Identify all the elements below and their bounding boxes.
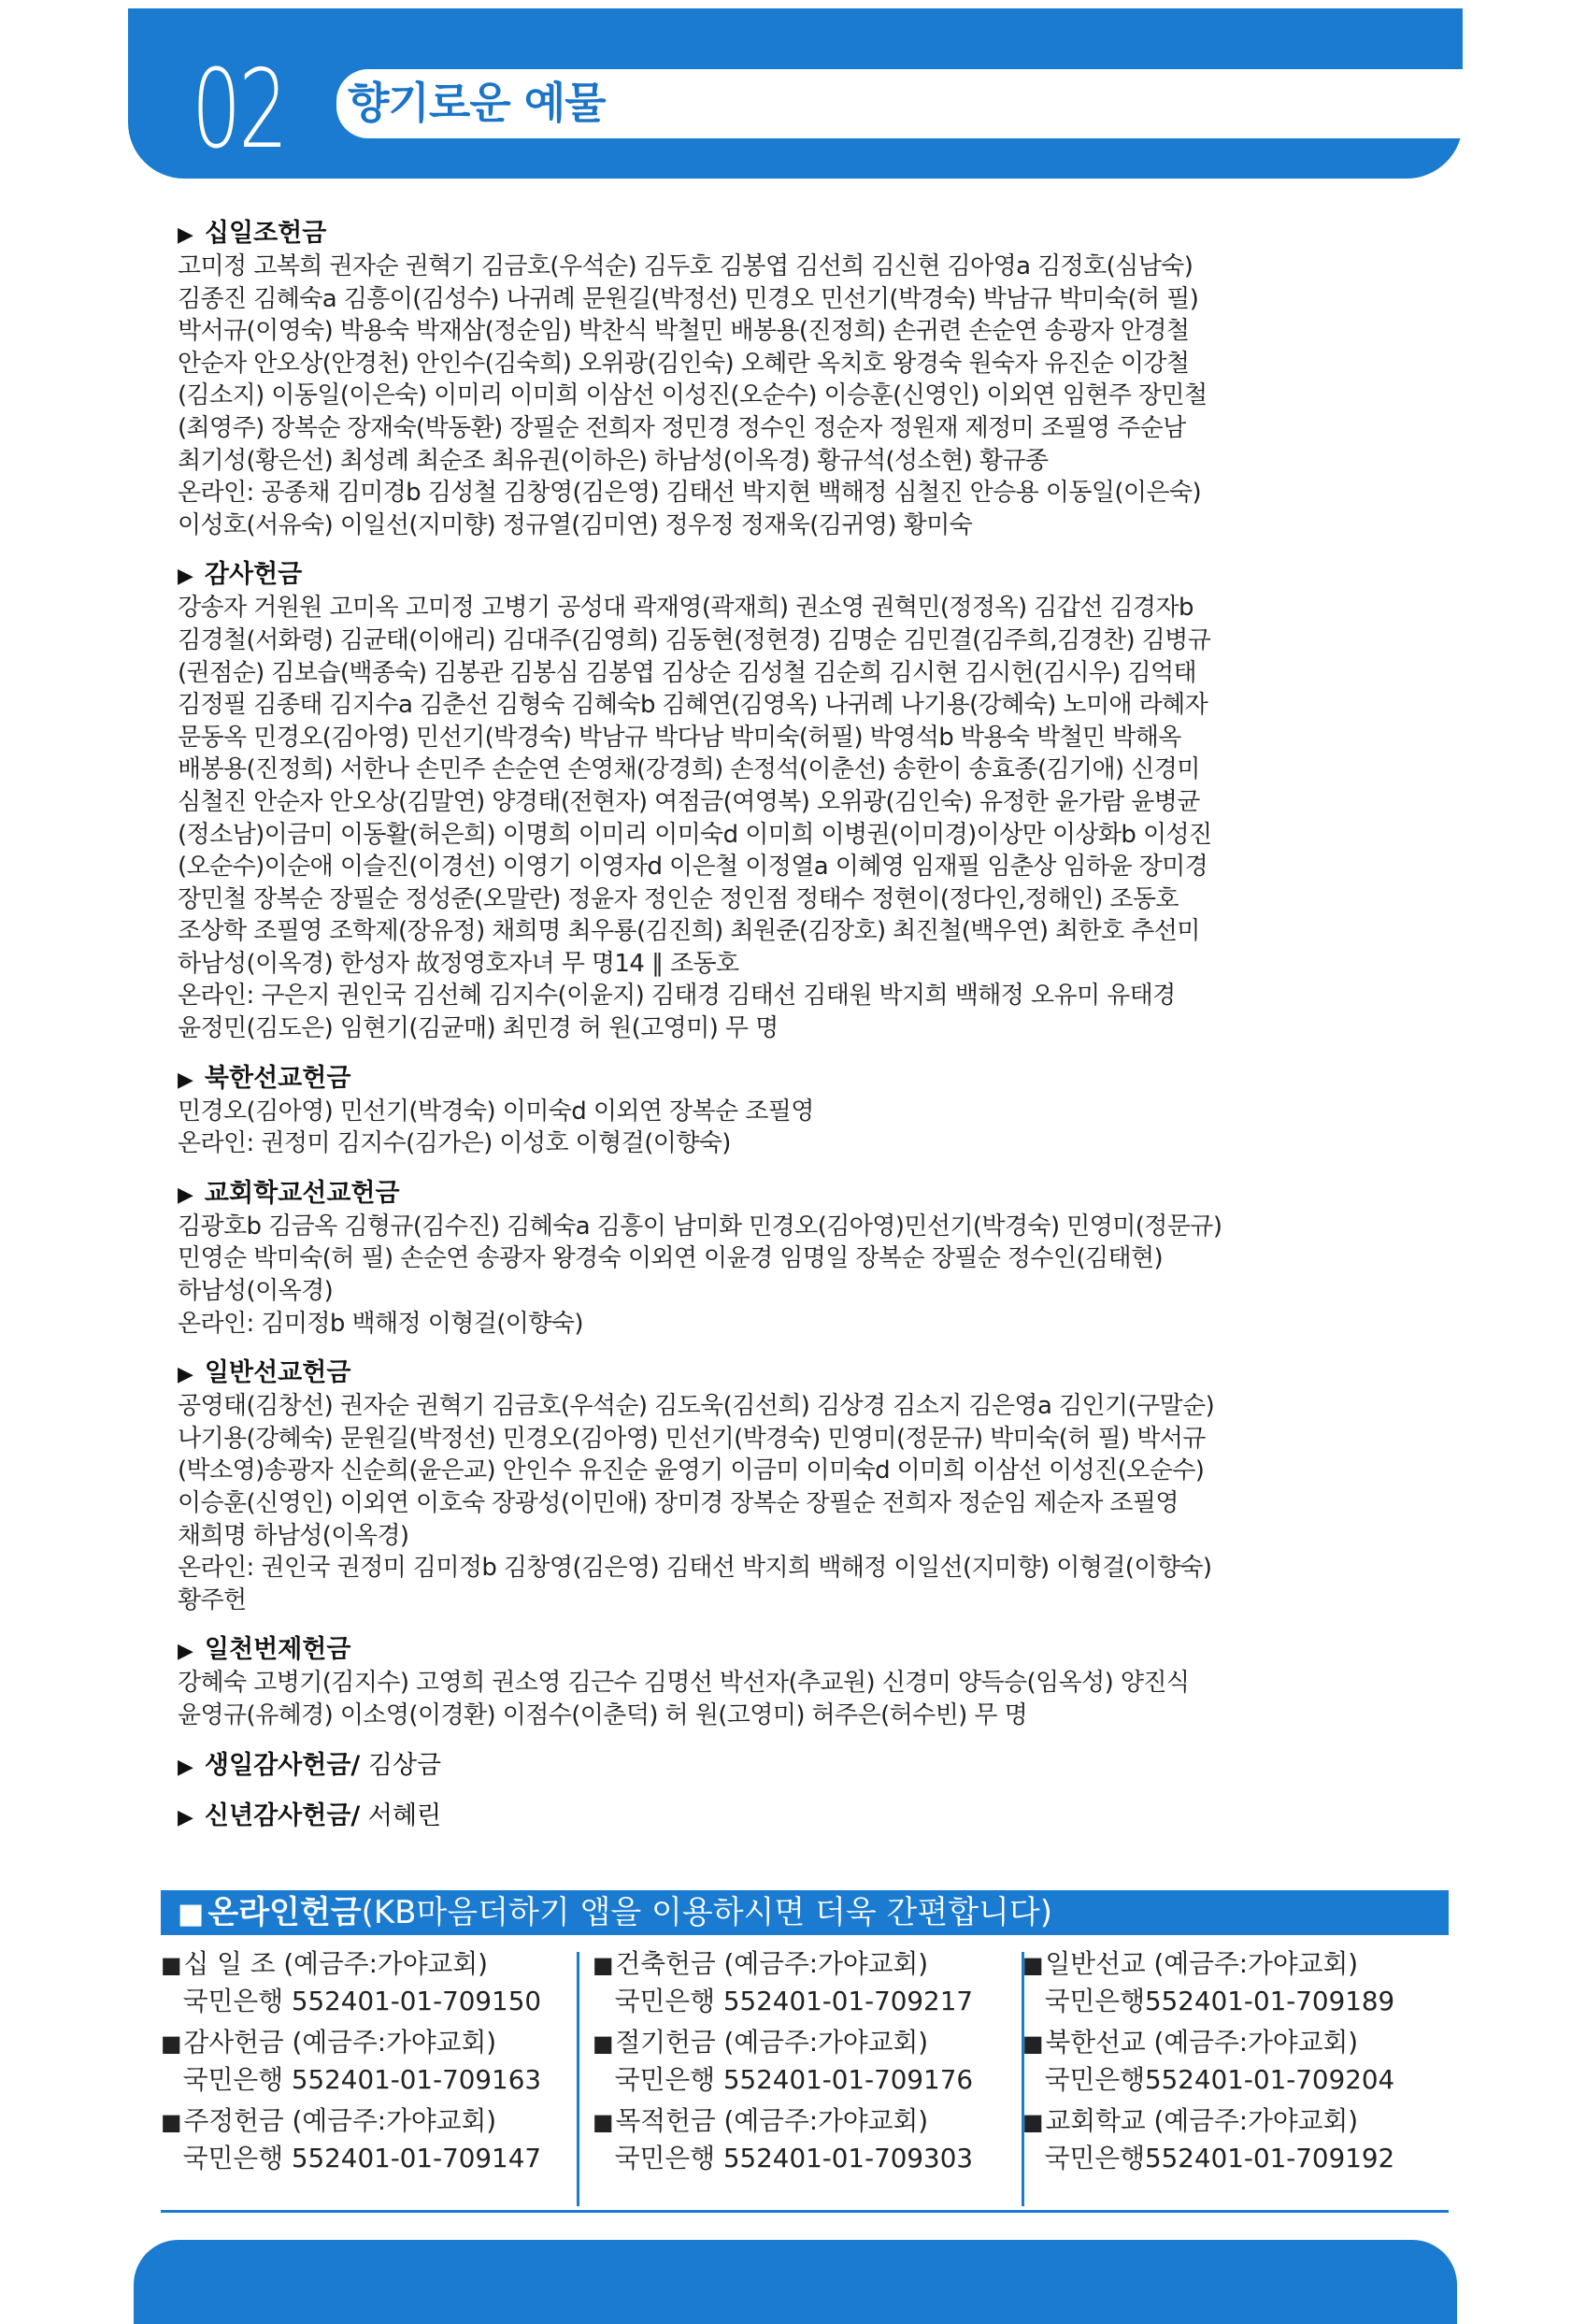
section-title: 교회학교선교헌금: [204, 1178, 400, 1208]
square-bullet-icon: ■: [1022, 2030, 1044, 2057]
account-item: [593, 2103, 1004, 2182]
page-title: 향기로운 예물: [348, 78, 606, 128]
account-column: [1022, 1946, 1434, 2182]
account-item: [1022, 2103, 1434, 2182]
square-bullet-icon: ■: [593, 1952, 614, 1978]
offering-section: [178, 217, 1336, 541]
triangle-bullet-icon: ▶: [178, 1755, 193, 1779]
account-label-text: 일반선교 (예금주:가야교회): [1045, 1948, 1359, 1979]
account-item: [593, 2025, 1004, 2103]
section-number: 02: [192, 47, 286, 173]
name-line: (최영주) 장복순 장재숙(박동환) 장필순 전희자 정민경 정수인 정순자 정원재 제정미 조필영 주순남: [178, 413, 1186, 442]
triangle-bullet-icon: ▶: [178, 1363, 193, 1387]
account-number: 국민은행552401-01-709192: [1044, 2143, 1395, 2173]
name-line: 윤정민(김도은) 임현기(김균매) 최민경 허 원(고영미) 무 명: [178, 1014, 779, 1043]
name-line: (정소남)이금미 이동활(허은희) 이명희 이미리 이미숙d 이미희 이병권(이미경)이상만 이상화b 이성진: [178, 820, 1212, 849]
name-line: 안순자 안오상(안경천) 안인수(김숙희) 오위광(김인숙) 오혜란 옥치호 왕경숙 원숙자 유진순 이강철: [178, 349, 1190, 378]
name-line: 하남성(이옥경): [178, 1277, 334, 1306]
triangle-bullet-icon: ▶: [178, 1805, 193, 1829]
name-line: 민영순 박미숙(허 필) 손순연 송광자 왕경숙 이외연 이윤경 임명일 장복순 장필순 정수인(김태현): [178, 1244, 1164, 1273]
account-number: 국민은행 552401-01-709147: [182, 2143, 542, 2173]
account-label: [161, 1946, 568, 1983]
triangle-bullet-icon: ▶: [178, 1068, 193, 1092]
section-heading: [178, 217, 1336, 251]
account-number: 국민은행 552401-01-709176: [614, 2064, 974, 2095]
account-label-text: 십 일 조 (예금주:가야교회): [183, 1948, 488, 1979]
name-line: 최기성(황은선) 최성례 최순조 최유권(이하은) 하남성(이옥경) 황규석(성소현) 황규종: [178, 446, 1049, 475]
square-bullet-icon: ■: [593, 2109, 614, 2135]
square-bullet-icon: ■: [593, 2030, 614, 2057]
offering-section: [178, 1356, 1336, 1616]
account-label-text: 절기헌금 (예금주:가야교회): [615, 2027, 929, 2058]
name-line: 이승훈(신영인) 이외연 이호숙 장광성(이민애) 장미경 장복순 장필순 전희자 정순임 제순자 조필영: [178, 1489, 1179, 1517]
section-heading: [178, 1633, 1336, 1667]
triangle-bullet-icon: ▶: [178, 1640, 193, 1664]
name-line: 온라인: 공종채 김미경b 김성철 김창영(김은영) 김태선 박지현 백해정 심철진 안승용 이동일(이은숙): [178, 479, 1202, 508]
account-label-text: 교회학교 (예금주:가야교회): [1045, 2105, 1359, 2136]
account-item: [161, 2025, 572, 2103]
name-line: 이성호(서유숙) 이일선(지미향) 정규열(김미연) 정우정 정재욱(김귀영) 황미숙: [178, 510, 973, 539]
triangle-bullet-icon: ▶: [178, 565, 193, 589]
offering-section: [178, 1177, 1336, 1340]
offering-section: [178, 1633, 1336, 1731]
name-line: 민경오(김아영) 민선기(박경숙) 이미숙d 이외연 장복순 조필영: [178, 1097, 814, 1126]
account-item: [161, 2103, 572, 2182]
account-label: [1022, 2025, 1430, 2061]
account-table: [161, 1946, 1449, 2208]
name-line: 강송자 거원원 고미옥 고미정 고병기 공성대 곽재영(곽재희) 권소영 권혁민(정정옥) 김갑선 김경자b: [178, 594, 1193, 623]
account-label: [593, 2025, 1000, 2061]
name-line: 공영태(김창선) 권자순 권혁기 김금호(우석순) 김도욱(김선희) 김상경 김소지 김은영a 김인기(구말순): [178, 1392, 1215, 1421]
account-label-text: 목적헌금 (예금주:가야교회): [615, 2105, 929, 2136]
section-title: 일천번제헌금: [204, 1635, 351, 1665]
section-title: 일반선교헌금: [204, 1358, 351, 1388]
account-item: [1022, 2025, 1434, 2103]
square-bullet-icon: ■: [161, 1952, 182, 1978]
name-line: 장민철 장복순 장필순 정성준(오말란) 정윤자 정인순 정인점 정태수 정현이(정다인,정해인) 조동호: [178, 884, 1179, 913]
square-bullet-icon: ■: [161, 2030, 182, 2057]
section-title: 북한선교헌금: [204, 1063, 351, 1093]
triangle-bullet-icon: ▶: [178, 223, 193, 247]
name-line: 조상학 조필영 조학제(장유정) 채희명 최우룡(김진희) 최원준(김장호) 최진철(백우연) 최한호 추선미: [178, 917, 1200, 946]
offering-section: [178, 1800, 1336, 1833]
account-number: 국민은행552401-01-709204: [1044, 2064, 1395, 2095]
section-name-value: 김상금: [360, 1750, 442, 1780]
account-item: [161, 1946, 572, 2025]
name-line: 하남성(이옥경) 한성자 故정영호자녀 무 명14 ∥ 조동호: [178, 949, 739, 978]
square-bullet-icon: ■: [178, 1898, 205, 1930]
name-line: 온라인: 권정미 김지수(김가은) 이성호 이형걸(이향숙): [178, 1129, 731, 1158]
column-divider: [577, 1952, 579, 2206]
table-bottom-rule: [161, 2210, 1449, 2213]
account-number: 국민은행552401-01-709189: [1044, 1986, 1395, 2016]
name-line: 심철진 안순자 안오상(김말연) 양경태(전현자) 여점금(여영복) 오위광(김인숙) 유정한 윤가람 윤병균: [178, 787, 1200, 816]
name-line: 온라인: 권인국 권정미 김미정b 김창영(김은영) 김태선 박지희 백해정 이일선(지미향) 이형걸(이향숙): [178, 1554, 1212, 1583]
square-bullet-icon: ■: [1022, 2109, 1044, 2135]
section-heading: [178, 558, 1336, 592]
account-label: [593, 1946, 1000, 1983]
offering-section: [178, 1749, 1336, 1783]
section-heading: [178, 1356, 1336, 1390]
account-label-text: 건축헌금 (예금주:가야교회): [615, 1948, 929, 1979]
name-line: 나기용(강혜숙) 문원길(박정선) 민경오(김아영) 민선기(박경숙) 민영미(정문규) 박미숙(허 필) 박서규: [178, 1424, 1206, 1453]
square-bullet-icon: ■: [161, 2109, 182, 2135]
section-title: 생일감사헌금/: [204, 1750, 361, 1780]
account-column: [593, 1946, 1004, 2182]
account-label: [1022, 1946, 1430, 1983]
account-label-text: 북한선교 (예금주:가야교회): [1045, 2027, 1359, 2058]
name-line: 김광호b 김금옥 김형규(김수진) 김혜숙a 김흥이 남미화 민경오(김아영)민선기(박경숙) 민영미(정문규): [178, 1212, 1222, 1241]
name-line: 윤영규(유혜경) 이소영(이경환) 이점수(이춘덕) 허 원(고영미) 허주은(허수빈) 무 명: [178, 1700, 1028, 1729]
account-number: 국민은행 552401-01-709163: [182, 2064, 542, 2095]
name-line: 고미정 고복희 권자순 권혁기 김금호(우석순) 김두호 김봉엽 김선희 김신현 김아영a 김정호(심남숙): [178, 252, 1193, 280]
name-line: 문동옥 민경오(김아영) 민선기(박경숙) 박남규 박다남 박미숙(허필) 박영석b 박용숙 박철민 박해옥: [178, 723, 1181, 752]
section-title: 감사헌금: [204, 560, 303, 590]
account-number: 국민은행 552401-01-709217: [614, 1986, 974, 2016]
name-line: (오순수)이순애 이슬진(이경선) 이영기 이영자d 이은철 이정열a 이혜영 임재필 임춘상 임하윤 장미경: [178, 853, 1208, 882]
triangle-bullet-icon: ▶: [178, 1183, 193, 1207]
name-line: (박소영)송광자 신순희(윤은교) 안인수 유진순 윤영기 이금미 이미숙d 이미희 이삼선 이성진(오순수): [178, 1456, 1205, 1485]
name-line: 김정필 김종태 김지수a 김춘선 김형숙 김혜숙b 김혜연(김영옥) 나귀례 나기용(강혜숙) 노미애 라혜자: [178, 691, 1208, 720]
name-line: (김소지) 이동일(이은숙) 이미리 이미희 이삼선 이성진(오순수) 이승훈(신영인) 이외연 임현주 장민철: [178, 381, 1208, 410]
square-bullet-icon: ■: [1022, 1952, 1044, 1978]
account-number: 국민은행 552401-01-709303: [614, 2143, 974, 2173]
account-number: 국민은행 552401-01-709150: [182, 1986, 542, 2016]
account-item: [1022, 1946, 1434, 2025]
name-line: 김경철(서화령) 김균태(이애리) 김대주(김영희) 김동현(정현경) 김명순 김민결(김주희,김경찬) 김병규: [178, 625, 1211, 654]
account-label: [1022, 2103, 1430, 2140]
account-label: [593, 2103, 1000, 2140]
section-heading: [178, 1177, 1336, 1211]
name-line: 온라인: 구은지 권인국 김선혜 김지수(이윤지) 김태경 김태선 김태원 박지희 백해정 오유미 유태경: [178, 982, 1176, 1011]
section-heading: [178, 1749, 1336, 1783]
section-heading: [178, 1800, 1336, 1833]
footer-banner: [134, 2240, 1457, 2324]
section-name-value: 서혜린: [360, 1800, 442, 1830]
name-line: 강혜숙 고병기(김지수) 고영희 권소영 김근수 김명선 박선자(추교원) 신경미 양득승(임옥성) 양진식: [178, 1669, 1190, 1698]
name-line: 김종진 김혜숙a 김흥이(김성수) 나귀례 문원길(박정선) 민경오 민선기(박경숙) 박남규 박미숙(허 필): [178, 284, 1199, 313]
account-column: [161, 1946, 572, 2182]
account-label: [161, 2025, 568, 2061]
name-line: 온라인: 김미정b 백해정 이형걸(이향숙): [178, 1309, 583, 1338]
account-label-text: 감사헌금 (예금주:가야교회): [183, 2027, 497, 2058]
name-line: 박서규(이영숙) 박용숙 박재삼(정순임) 박찬식 박철민 배봉용(진정희) 손귀련 손순연 송광자 안경철: [178, 317, 1190, 346]
offering-section: [178, 558, 1336, 1044]
online-giving-title: ■ 온라인헌금(KB마음더하기 앱을 이용하시면 더욱 간편합니다): [178, 1894, 1053, 1931]
name-line: 배봉용(진정희) 서한나 손민주 손순연 손영채(강경희) 손정석(이춘선) 송한이 송효종(김기애) 신경미: [178, 755, 1200, 784]
account-label-text: 주정헌금 (예금주:가야교회): [183, 2105, 497, 2136]
account-item: [593, 1946, 1004, 2025]
name-line: 채희명 하남성(이옥경): [178, 1521, 409, 1550]
offering-list: [178, 217, 1336, 1850]
offering-section: [178, 1062, 1336, 1160]
name-line: (권점순) 김보습(백종숙) 김봉관 김봉심 김봉엽 김상순 김성철 김순희 김시현 김시헌(김시우) 김억태: [178, 658, 1197, 687]
section-heading: [178, 1062, 1336, 1096]
section-title: 십일조헌금: [204, 219, 327, 248]
account-label: [161, 2103, 568, 2140]
name-line: 황주헌: [178, 1585, 247, 1614]
section-title: 신년감사헌금/: [204, 1800, 361, 1830]
